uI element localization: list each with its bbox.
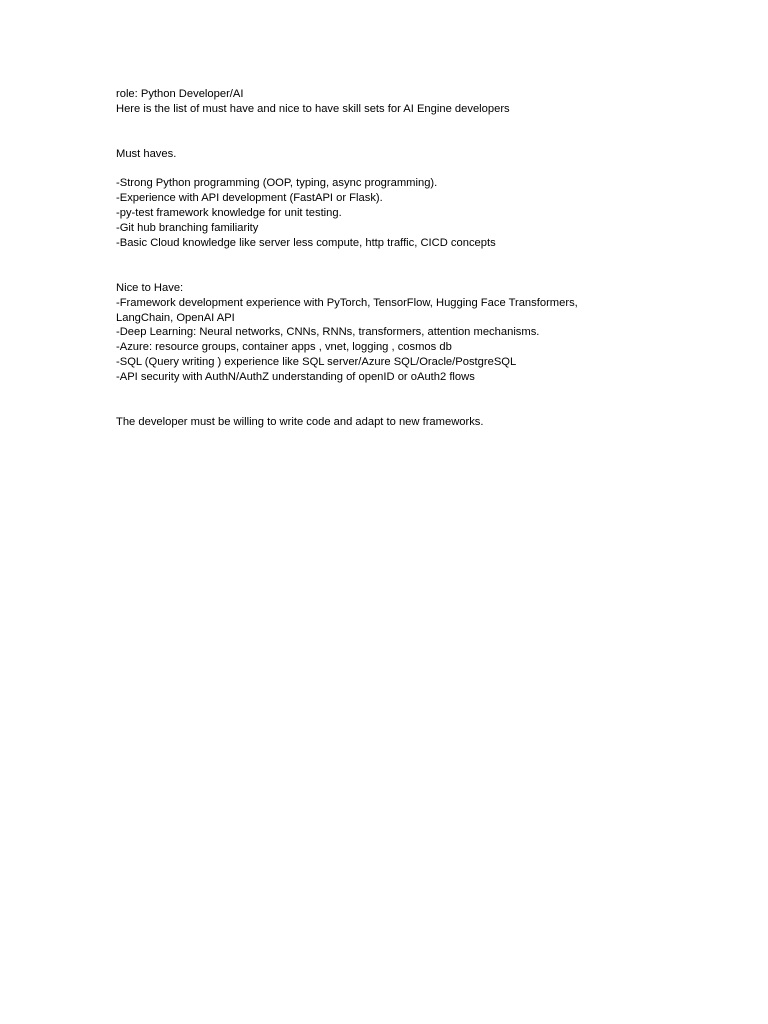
role-line: role: Python Developer/AI xyxy=(116,88,244,100)
list-item: -Basic Cloud knowledge like server less compute, http traffic, CICD concepts xyxy=(116,237,496,250)
list-item: -Deep Learning: Neural networks, CNNs, RNNs, transformers, attention mechanisms. xyxy=(116,326,540,339)
list-item: -py-test framework knowledge for unit testing. xyxy=(116,207,342,220)
list-item: -Azure: resource groups, container apps , vnet, logging , cosmos db xyxy=(116,341,452,354)
must-haves-list xyxy=(116,176,636,251)
must-haves-heading: Must haves. xyxy=(116,147,177,160)
nice-to-have-list xyxy=(116,296,636,385)
spacer xyxy=(116,266,636,281)
list-item: -Experience with API development (FastAPI or Flask). xyxy=(116,192,383,205)
spacer xyxy=(116,385,636,400)
document-page xyxy=(116,87,636,430)
spacer xyxy=(116,251,636,266)
spacer xyxy=(116,117,636,132)
list-item: -Framework development experience with PyTorch, TensorFlow, Hugging Face Transformers, LangChain, OpenAI API xyxy=(116,296,578,324)
spacer xyxy=(116,132,636,147)
closing-line: The developer must be willing to write code and adapt to new frameworks. xyxy=(116,415,484,428)
list-item: -API security with AuthN/AuthZ understanding of openID or oAuth2 flows xyxy=(116,371,475,384)
spacer xyxy=(116,400,636,415)
spacer xyxy=(116,162,636,177)
list-item: -SQL (Query writing ) experience like SQL server/Azure SQL/Oracle/PostgreSQL xyxy=(116,356,517,369)
list-item: -Strong Python programming (OOP, typing, async programming). xyxy=(116,177,438,190)
nice-to-have-heading: Nice to Have: xyxy=(116,281,184,294)
list-item: -Git hub branching familiarity xyxy=(116,222,259,235)
intro-line: Here is the list of must have and nice to have skill sets for AI Engine developers xyxy=(116,102,510,115)
